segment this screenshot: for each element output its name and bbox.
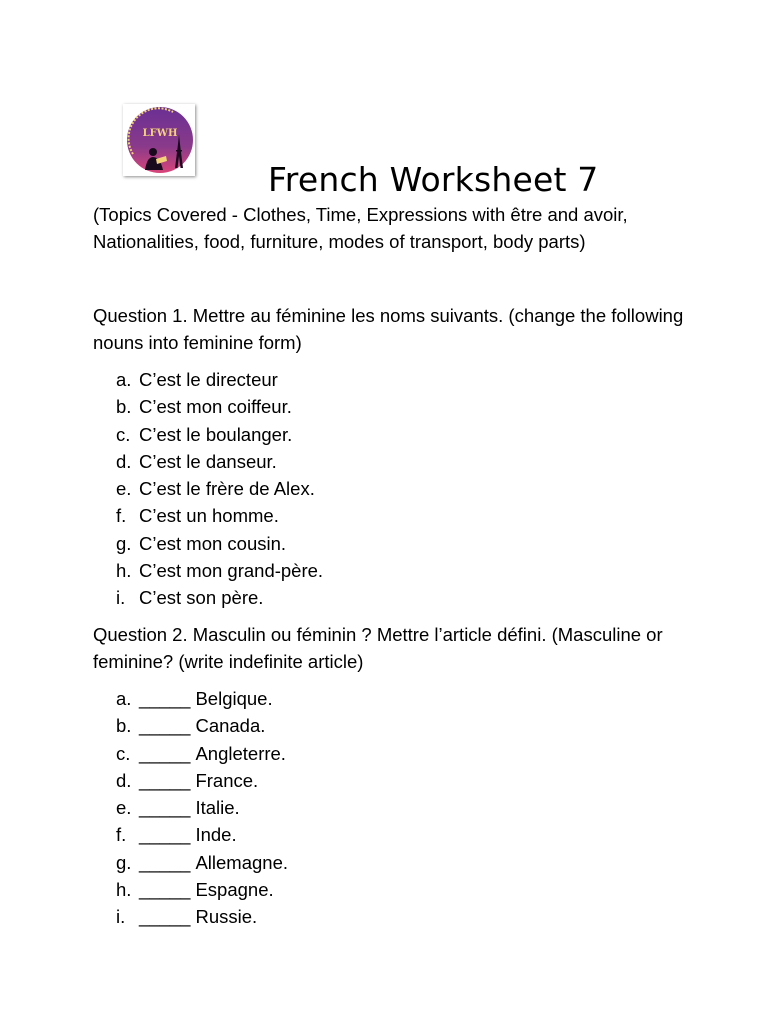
list-item	[116, 475, 323, 502]
item-text: Espagne.	[195, 879, 274, 901]
item-letter: c.	[116, 742, 131, 764]
item-text: Italie.	[195, 797, 240, 819]
question-1-list	[116, 366, 323, 612]
list-item	[116, 767, 288, 794]
item-text: C’est le boulanger.	[139, 423, 293, 445]
question-2-prompt: Question 2. Masculin ou féminin ? Mettre l’article défini. (Masculine or feminine? (write indefinite article)	[93, 624, 663, 672]
answer-blank: _____	[139, 769, 191, 791]
item-letter: c.	[116, 423, 131, 445]
item-text: C’est mon cousin.	[139, 532, 287, 554]
list-item	[116, 530, 323, 557]
list-item	[116, 685, 288, 712]
item-letter: f.	[116, 505, 127, 527]
item-text: C’est mon grand-père.	[139, 560, 324, 582]
item-letter: g.	[116, 851, 132, 873]
list-item	[116, 393, 323, 420]
item-text: Allemagne.	[195, 851, 289, 873]
item-letter: a.	[116, 688, 132, 709]
list-item	[116, 557, 323, 584]
list-item	[116, 584, 323, 611]
item-letter: d.	[116, 769, 132, 791]
list-item	[116, 740, 288, 767]
item-text: Angleterre.	[195, 742, 286, 764]
item-text: Canada.	[195, 715, 266, 737]
item-text: C’est un homme.	[139, 505, 279, 527]
list-item	[116, 849, 288, 876]
item-letter: i.	[116, 587, 126, 609]
answer-blank: _____	[139, 824, 191, 846]
answer-blank: _____	[139, 715, 191, 737]
list-item	[116, 794, 288, 821]
answer-blank: _____	[139, 797, 191, 819]
question-1-prompt: Question 1. Mettre au féminine les noms suivants. (change the following nouns into feminine form)	[93, 305, 684, 353]
topics-covered: (Topics Covered - Clothes, Time, Expressions with être and avoir, Nationalities, food, furniture, modes of transport, body parts)	[93, 204, 628, 252]
page-title: French Worksheet 7	[268, 160, 599, 199]
item-letter: b.	[116, 396, 132, 418]
list-item	[116, 502, 323, 529]
item-text: Inde.	[195, 824, 237, 846]
item-letter: a.	[116, 369, 132, 390]
item-text: Belgique.	[195, 688, 273, 709]
item-text: C’est le frère de Alex.	[139, 478, 315, 500]
answer-blank: _____	[139, 688, 191, 709]
answer-blank: _____	[139, 906, 191, 928]
item-letter: i.	[116, 906, 126, 928]
list-item	[116, 366, 323, 393]
item-letter: b.	[116, 715, 132, 737]
list-item	[116, 448, 323, 475]
list-item	[116, 876, 288, 903]
answer-blank: _____	[139, 851, 191, 873]
item-letter: e.	[116, 797, 132, 819]
item-letter: g.	[116, 532, 132, 554]
item-letter: f.	[116, 824, 127, 846]
answer-blank: _____	[139, 879, 191, 901]
lfwh-logo	[123, 104, 195, 176]
list-item	[116, 821, 288, 848]
list-item	[116, 712, 288, 739]
item-text: C’est mon coiffeur.	[139, 396, 292, 418]
answer-blank: _____	[139, 742, 191, 764]
item-text: C’est le directeur	[139, 369, 278, 390]
item-text: France.	[195, 769, 259, 791]
item-letter: h.	[116, 560, 132, 582]
item-letter: d.	[116, 450, 132, 472]
logo-text: LFWH	[142, 128, 178, 139]
list-item	[116, 903, 288, 930]
item-text: Russie.	[195, 906, 258, 928]
item-letter: e.	[116, 478, 132, 500]
question-2-list	[116, 685, 288, 931]
item-text: C’est le danseur.	[139, 450, 277, 472]
item-text: C’est son père.	[139, 587, 264, 609]
item-letter: h.	[116, 879, 132, 901]
list-item	[116, 421, 323, 448]
